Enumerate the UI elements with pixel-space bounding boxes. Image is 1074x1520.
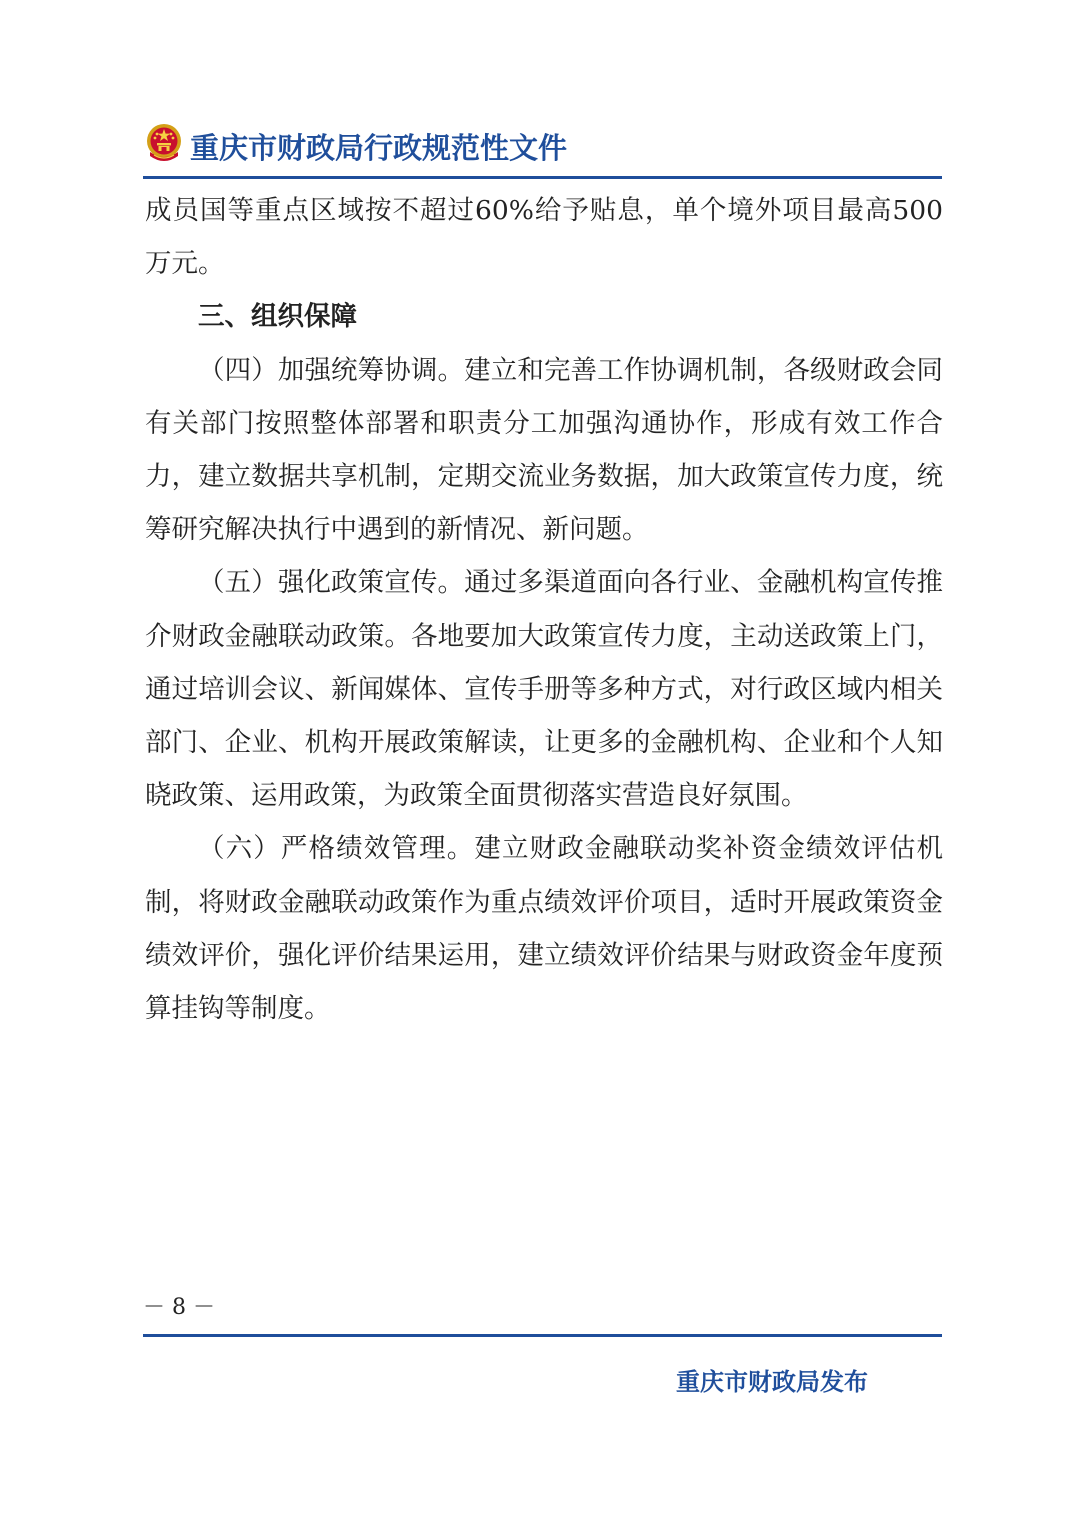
header-title: 重庆市财政局行政规范性文件 xyxy=(190,131,568,165)
page-number: － 8 － xyxy=(143,1295,215,1320)
footer-publisher: 重庆市财政局发布 xyxy=(676,1368,868,1396)
paragraph-4: （四）加强统筹协调。建立和完善工作协调机制，各级财政会同有关部门按照整体部署和职责分工加强沟通协作，形成有效工作合力，建立数据共享机制，定期交流业务数据，加大政策宣传力度，统筹研究解决执行中遇到的新情况、新问题。 xyxy=(145,354,943,546)
paragraph-continuation: 成员国等重点区域按不超过60%给予贴息，单个境外项目最高500万元。 xyxy=(145,195,943,280)
national-emblem-icon xyxy=(144,122,184,166)
paragraph-5: （五）强化政策宣传。通过多渠道面向各行业、金融机构宣传推介财政金融联动政策。各地要加大政策宣传力度，主动送政策上门，通过培训会议、新闻媒体、宣传手册等多种方式，对行政区域内相关部门、企业、机构开展政策解读，让更多的金融机构、企业和个人知晓政策、运用政策，为政策全面贯彻落实营造良好氛围。 xyxy=(145,567,943,812)
document-header xyxy=(140,118,944,174)
footer-divider xyxy=(143,1334,942,1337)
document-body xyxy=(145,184,943,1035)
section-heading: 三、组织保障 xyxy=(198,301,357,333)
paragraph-6: （六）严格绩效管理。建立财政金融联动奖补资金绩效评估机制，将财政金融联动政策作为重点绩效评价项目，适时开展政策资金绩效评价，强化评价结果运用，建立绩效评价结果与财政资金年度预算挂钩等制度。 xyxy=(145,833,943,1025)
header-divider xyxy=(143,176,942,179)
